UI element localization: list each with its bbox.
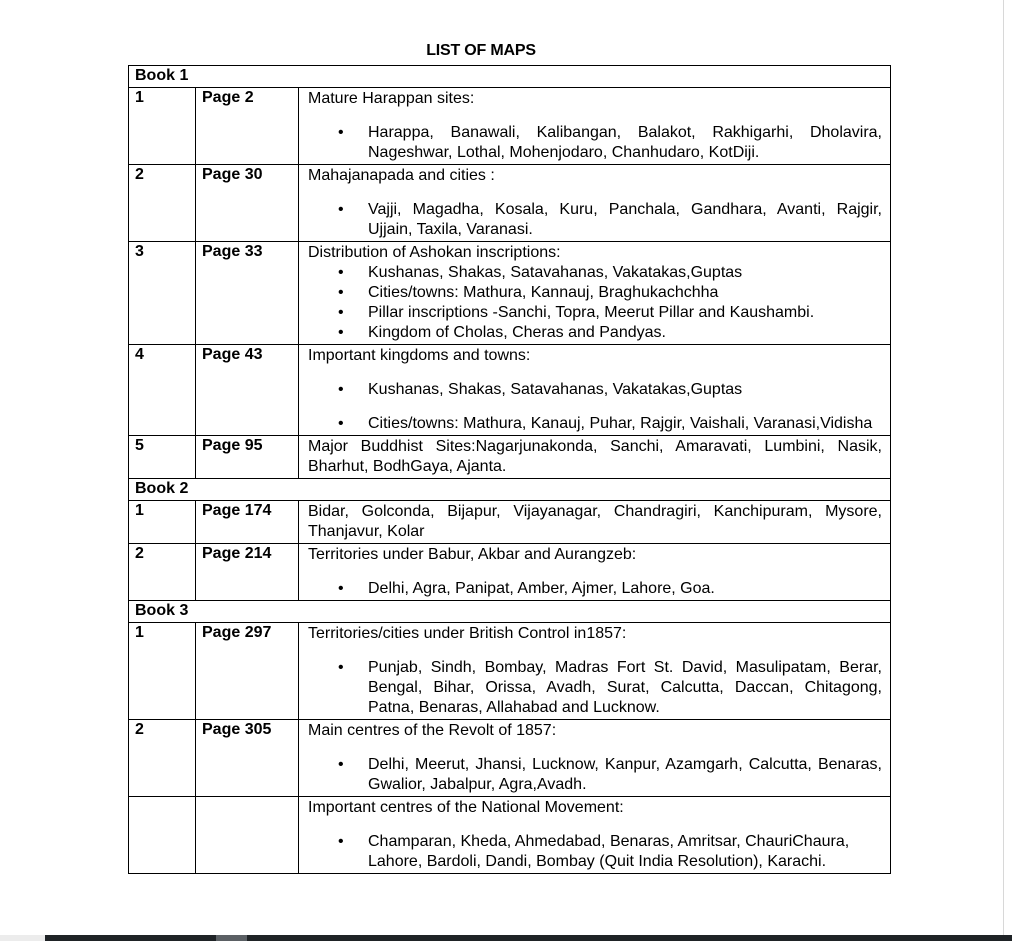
bullet-item: • Vajji, Magadha, Kosala, Kuru, Panchala, Gandhara, Avanti, Rajgir, Ujjain, Taxila, Varanasi. [368, 200, 882, 240]
map-description [299, 436, 891, 479]
horizontal-scrollbar[interactable] [0, 935, 1012, 941]
map-heading: Major Buddhist Sites:Nagarjunakonda, Sanchi, Amaravati, Lumbini, Nasik, Bharhut, BodhGaya, Ajanta. [308, 438, 882, 475]
bullet-item: • Harappa, Banawali, Kalibangan, Balakot, Rakhigarhi, Dholavira, Nageshwar, Lothal, Mohenjodaro, Chanhudaro, KotDiji. [368, 123, 882, 163]
bullet-item: • Kushanas, Shakas, Satavahanas, Vakatakas,Guptas [368, 263, 882, 283]
bullet-list [308, 263, 882, 343]
bullet-list [308, 123, 882, 163]
scrollbar-track[interactable] [45, 935, 1012, 941]
maps-table [128, 65, 891, 874]
map-number: 2 [129, 165, 196, 242]
map-number: 1 [129, 623, 196, 720]
bullet-item: • Kingdom of Cholas, Cheras and Pandyas. [368, 323, 882, 343]
map-heading: Mahajanapada and cities : [308, 167, 495, 184]
map-heading: Main centres of the Revolt of 1857: [308, 722, 557, 739]
page-reference: Page 214 [196, 544, 299, 601]
page-reference: Page 30 [196, 165, 299, 242]
map-number: 1 [129, 88, 196, 165]
map-description [299, 797, 891, 874]
map-description [299, 88, 891, 165]
map-description [299, 544, 891, 601]
table-row [129, 165, 891, 242]
bullet-item: • Cities/towns: Mathura, Kanauj, Puhar, Rajgir, Vaishali, Varanasi,Vidisha [368, 414, 882, 434]
table-row [129, 436, 891, 479]
bullet-item: • Kushanas, Shakas, Satavahanas, Vakatakas,Guptas [368, 380, 882, 400]
map-number: 2 [129, 720, 196, 797]
bullet-list [308, 579, 882, 599]
page-reference: Page 174 [196, 501, 299, 544]
map-number: 4 [129, 345, 196, 436]
book-label: Book 2 [129, 479, 891, 501]
bullet-list [308, 755, 882, 795]
page-reference: Page 2 [196, 88, 299, 165]
bullet-item: • Champaran, Kheda, Ahmedabad, Benaras, Amritsar, ChauriChaura, Lahore, Bardoli, Dandi, Bombay (Quit India Resolution), Karachi. [368, 832, 882, 872]
page-reference: Page 33 [196, 242, 299, 345]
bullet-list [308, 200, 882, 240]
map-description [299, 623, 891, 720]
table-row [129, 501, 891, 544]
book-header-row [129, 66, 891, 88]
map-heading: Mature Harappan sites: [308, 90, 475, 107]
table-row [129, 544, 891, 601]
page-reference: Page 43 [196, 345, 299, 436]
map-heading: Important kingdoms and towns: [308, 347, 531, 364]
page-edge-divider [1003, 0, 1004, 941]
page-title: LIST OF MAPS [426, 42, 536, 59]
bullet-item: • Pillar inscriptions -Sanchi, Topra, Meerut Pillar and Kaushambi. [368, 303, 882, 323]
table-row [129, 345, 891, 436]
table-row [129, 720, 891, 797]
map-number: 1 [129, 501, 196, 544]
map-heading: Territories/cities under British Control in1857: [308, 625, 627, 642]
map-description [299, 345, 891, 436]
book-header-row [129, 479, 891, 501]
bullet-list [308, 832, 882, 872]
map-heading: Bidar, Golconda, Bijapur, Vijayanagar, Chandragiri, Kanchipuram, Mysore, Thanjavur, Kolar [308, 503, 882, 540]
bullet-item: • Delhi, Meerut, Jhansi, Lucknow, Kanpur, Azamgarh, Calcutta, Benaras, Gwalior, Jabalpur, Agra,Avadh. [368, 755, 882, 795]
book-header-row [129, 601, 891, 623]
book-label: Book 3 [129, 601, 891, 623]
map-heading: Territories under Babur, Akbar and Aurangzeb: [308, 546, 637, 563]
map-number [129, 797, 196, 874]
bullet-item: • Punjab, Sindh, Bombay, Madras Fort St. David, Masulipatam, Berar, Bengal, Bihar, Orissa, Avadh, Surat, Calcutta, Daccan, Chitagong, Patna, Benaras, Allahabad and Lucknow. [368, 658, 882, 718]
page-reference: Page 297 [196, 623, 299, 720]
bullet-list [308, 658, 882, 718]
map-heading: Distribution of Ashokan inscriptions: [308, 244, 561, 261]
page-reference: Page 305 [196, 720, 299, 797]
table-row [129, 623, 891, 720]
map-number: 3 [129, 242, 196, 345]
bullet-list [308, 380, 882, 434]
bullet-item: • Delhi, Agra, Panipat, Amber, Ajmer, Lahore, Goa. [368, 579, 882, 599]
table-row [129, 242, 891, 345]
map-description [299, 242, 891, 345]
page-reference [196, 797, 299, 874]
map-number: 5 [129, 436, 196, 479]
map-description [299, 165, 891, 242]
map-heading: Important centres of the National Movement: [308, 799, 624, 816]
table-row [129, 797, 891, 874]
page-reference: Page 95 [196, 436, 299, 479]
scrollbar-thumb[interactable] [216, 935, 247, 941]
book-label: Book 1 [129, 66, 891, 88]
table-row [129, 88, 891, 165]
map-number: 2 [129, 544, 196, 601]
map-description [299, 720, 891, 797]
bullet-item: • Cities/towns: Mathura, Kannauj, Braghukachchha [368, 283, 882, 303]
map-description [299, 501, 891, 544]
